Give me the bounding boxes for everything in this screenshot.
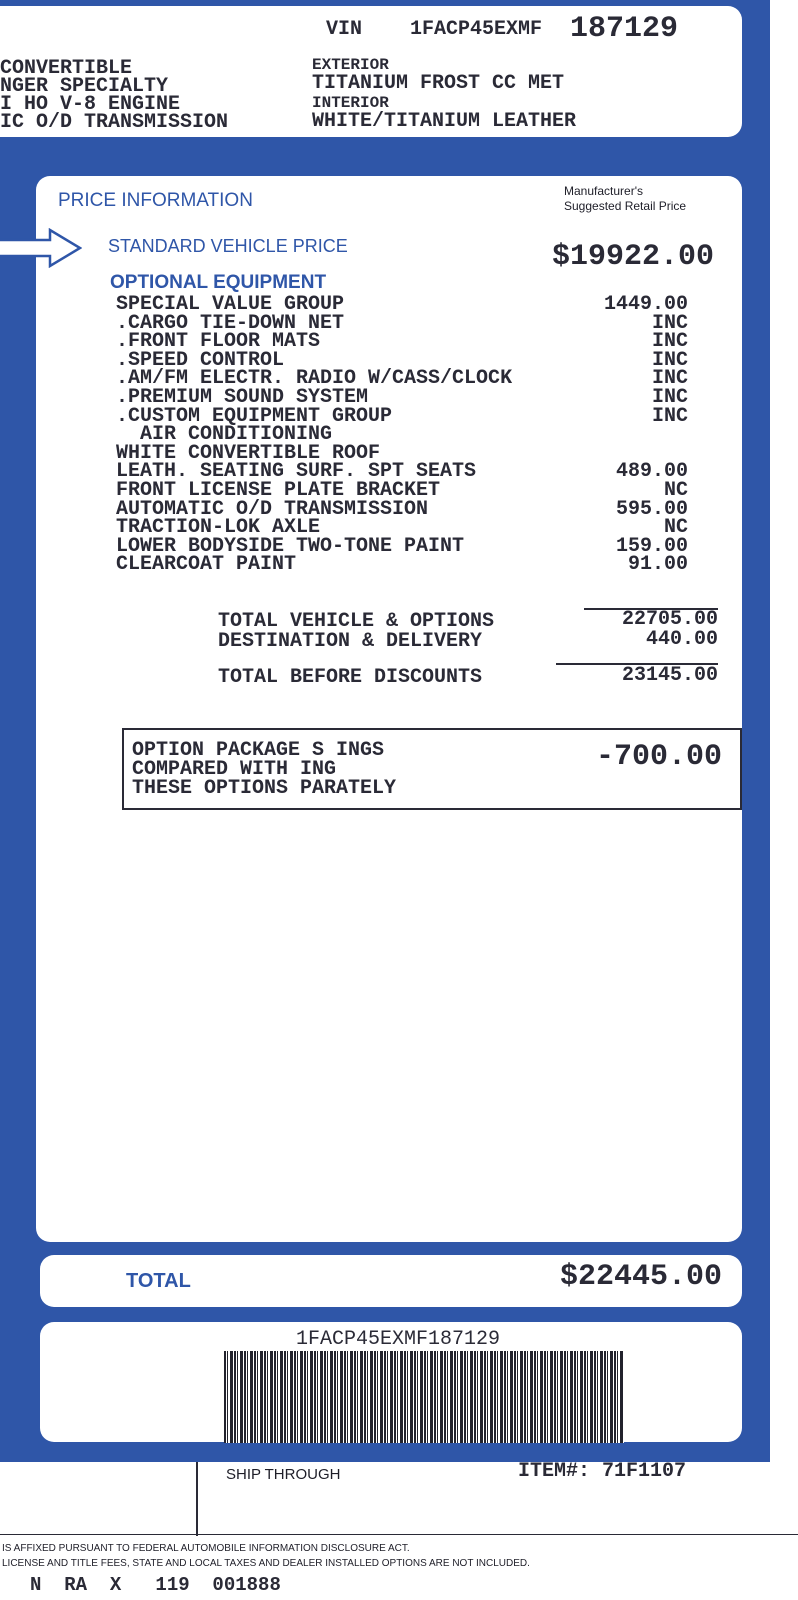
vehicle-header-panel xyxy=(0,6,742,137)
option-price: 595.00 xyxy=(615,497,688,521)
total-value: $22445.00 xyxy=(560,1260,723,1294)
exterior-value: TITANIUM FROST CC MET xyxy=(312,72,565,95)
savings-line-3: THESE OPTIONS PARATELY xyxy=(132,777,397,800)
option-price: 489.00 xyxy=(615,460,688,484)
option-name: WHITE CONVERTIBLE ROOF xyxy=(116,441,381,465)
before-discounts-label: TOTAL BEFORE DISCOUNTS xyxy=(218,666,483,689)
arrow-right-icon xyxy=(0,228,82,268)
price-info-title: PRICE INFORMATION xyxy=(58,190,253,211)
option-name: AUTOMATIC O/D TRANSMISSION xyxy=(116,497,429,521)
before-discounts-value: 23145.00 xyxy=(621,664,718,687)
option-name: .SPEED CONTROL xyxy=(116,348,285,372)
standard-vehicle-price-label: STANDARD VEHICLE PRICE xyxy=(108,236,348,256)
item-number: ITEM#: 71F1107 xyxy=(518,1460,687,1483)
total-vehicle-label: TOTAL VEHICLE & OPTIONS xyxy=(218,610,495,633)
footer-divider-horizontal xyxy=(0,1534,798,1535)
msrp-label-2: Suggested Retail Price xyxy=(564,199,687,213)
ship-through-label: SHIP THROUGH xyxy=(226,1466,341,1483)
option-name: LOWER BODYSIDE TWO-TONE PAINT xyxy=(116,534,465,558)
savings-line-1: OPTION PACKAGE S INGS xyxy=(132,739,385,762)
option-name: AIR CONDITIONING xyxy=(116,423,333,447)
option-price: INC xyxy=(651,404,688,428)
option-price: NC xyxy=(663,516,688,540)
disclosure-notice-2: LICENSE AND TITLE FEES, STATE AND LOCAL TAXES AND DEALER INSTALLED OPTIONS ARE NOT INCLUDED. xyxy=(2,1558,530,1569)
standard-vehicle-price: $19922.00 xyxy=(552,240,715,274)
option-price: INC xyxy=(651,386,688,409)
disclosure-notice-1: IS AFFIXED PURSUANT TO FEDERAL AUTOMOBILE INFORMATION DISCLOSURE ACT. xyxy=(2,1543,410,1554)
option-name: LEATH. SEATING SURF. SPT SEATS xyxy=(116,460,477,484)
total-vehicle-value: 22705.00 xyxy=(621,608,718,631)
total-label: TOTAL xyxy=(126,1270,191,1292)
option-price: INC xyxy=(651,311,688,335)
option-price: INC xyxy=(651,367,688,391)
code-line: N RA X 119 001888 xyxy=(30,1574,281,1596)
destination-label: DESTINATION & DELIVERY xyxy=(218,630,483,653)
option-name: .FRONT FLOOR MATS xyxy=(116,330,321,354)
destination-value: 440.00 xyxy=(645,628,718,651)
option-name: .CUSTOM EQUIPMENT GROUP xyxy=(116,404,393,428)
vin-prefix: 1FACP45EXMF xyxy=(410,18,543,41)
option-price: 159.00 xyxy=(615,534,688,558)
option-price: INC xyxy=(651,330,688,354)
model-line-3: I HO V-8 ENGINE xyxy=(0,93,181,116)
option-name: TRACTION-LOK AXLE xyxy=(116,516,321,540)
footer-divider-vertical xyxy=(196,1462,198,1536)
option-price: INC xyxy=(651,348,688,372)
exterior-label: EXTERIOR xyxy=(312,56,389,74)
optional-equipment-title: OPTIONAL EQUIPMENT xyxy=(110,272,327,293)
savings-value: -700.00 xyxy=(596,740,723,774)
option-price: 1449.00 xyxy=(603,293,688,316)
interior-value: WHITE/TITANIUM LEATHER xyxy=(312,110,577,133)
option-name: .CARGO TIE-DOWN NET xyxy=(116,311,345,335)
option-price: 91.00 xyxy=(627,553,688,577)
vin-label: VIN xyxy=(326,18,363,41)
interior-label: INTERIOR xyxy=(312,94,389,112)
savings-line-2: COMPARED WITH ING xyxy=(132,758,337,781)
option-name: .PREMIUM SOUND SYSTEM xyxy=(116,386,369,409)
barcode-text: 1FACP45EXMF187129 xyxy=(296,1328,501,1351)
vin-suffix: 187129 xyxy=(570,12,679,46)
option-name: SPECIAL VALUE GROUP xyxy=(116,293,345,316)
model-line-4: IC O/D TRANSMISSION xyxy=(0,111,229,134)
option-price: NC xyxy=(663,479,688,502)
option-name: CLEARCOAT PAINT xyxy=(116,553,297,577)
msrp-label-1: Manufacturer's xyxy=(564,184,643,198)
vin-barcode xyxy=(224,1351,624,1443)
model-line-2: NGER SPECIALTY xyxy=(0,75,169,98)
model-line-1: CONVERTIBLE xyxy=(0,57,133,80)
option-name: .AM/FM ELECTR. RADIO W/CASS/CLOCK xyxy=(116,367,513,391)
option-name: FRONT LICENSE PLATE BRACKET xyxy=(116,479,441,502)
